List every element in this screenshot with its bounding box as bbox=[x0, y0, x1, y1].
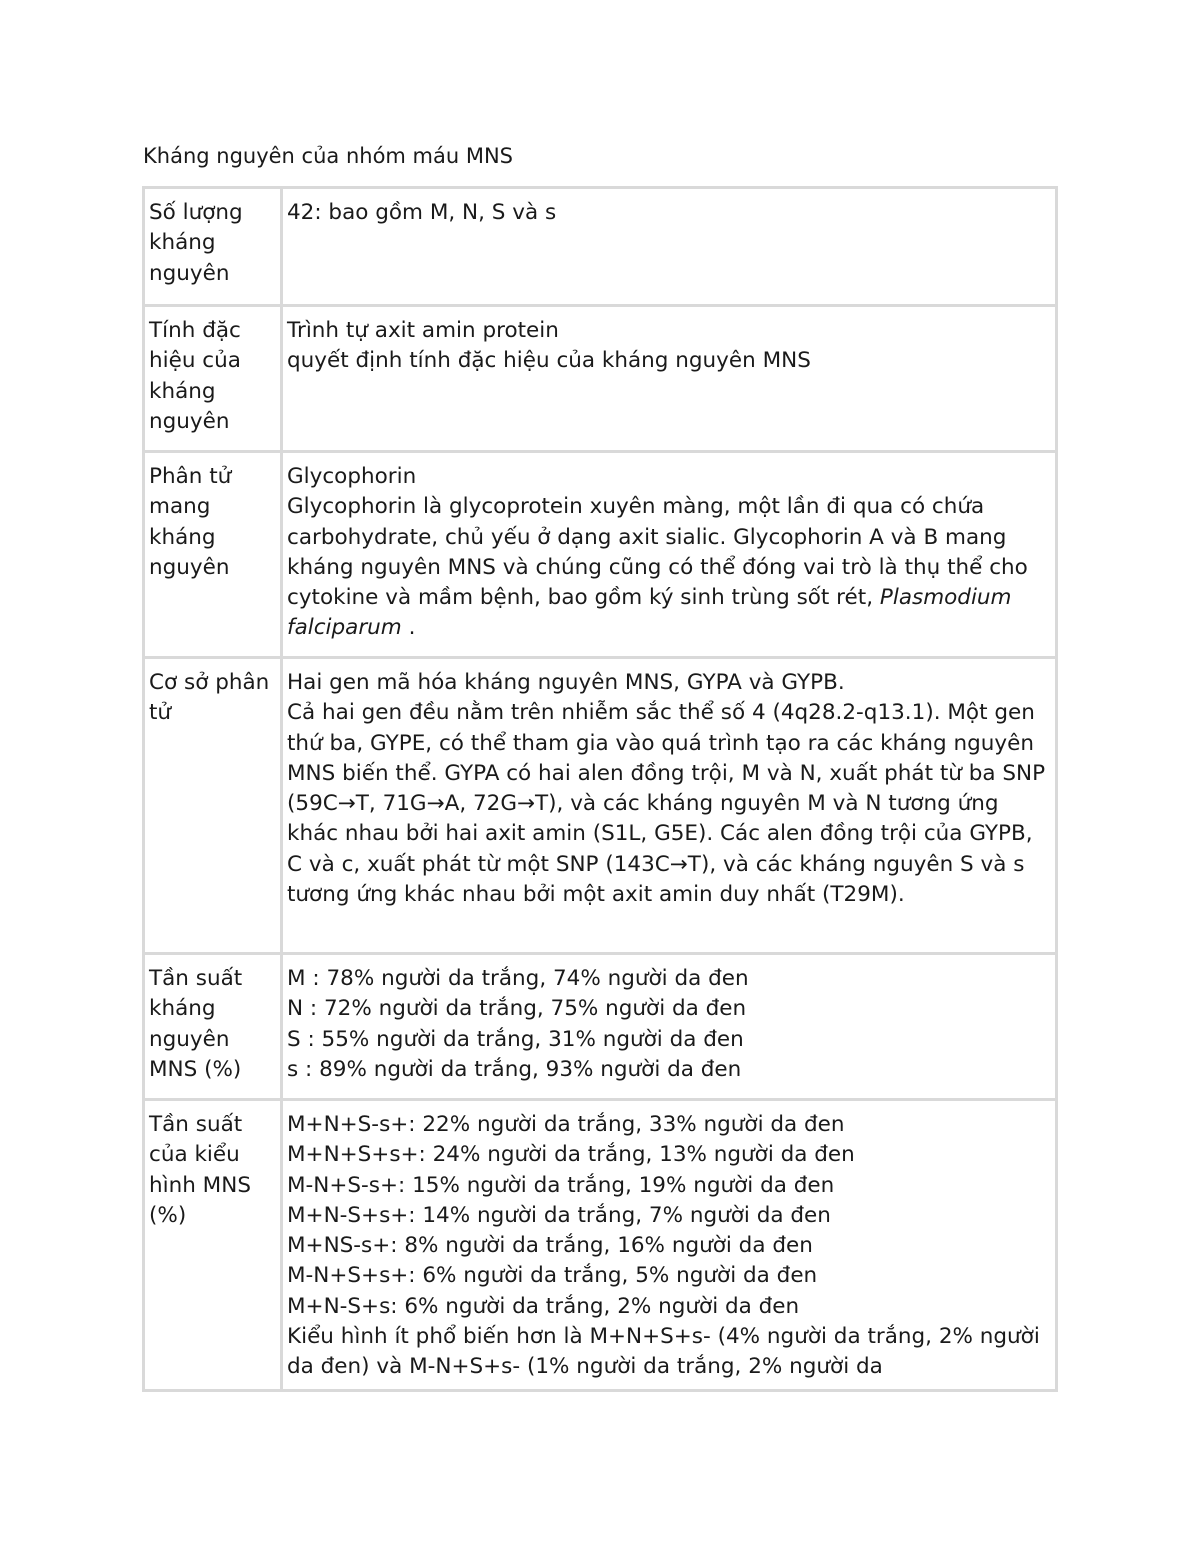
value-line: M+NS-s+: 8% người da trắng, 16% người da đen bbox=[287, 1233, 813, 1259]
row-label: Cơ sở phân tử bbox=[144, 658, 282, 954]
row-value bbox=[282, 658, 1057, 954]
value-line: Trình tự axit amin protein bbox=[287, 318, 559, 343]
row-value bbox=[282, 452, 1057, 658]
species-name: Plasmodium falciparum bbox=[287, 585, 1019, 641]
value-line: Hai gen mã hóa kháng nguyên MNS, GYPA và GYPB. bbox=[287, 670, 845, 695]
paragraph-text: Glycophorin là glycoprotein xuyên màng, một lần đi qua có chứa carbohydrate, chủ yếu ở dạng axit sialic. Glycophorin A và B mang kháng nguyên MNS và chúng cũng có thể đóng vai trò là thụ thể cho cytokine và mầm bệnh, bao gồm ký sinh trùng sốt rét, bbox=[287, 494, 1035, 611]
antigen-info-table bbox=[142, 186, 1058, 1392]
value-line: Kiểu hình ít phổ biến hơn là M+N+S+s- (4% người da trắng, 2% người da đen) và M-N+S+s- (1% người da trắng, 2% người da bbox=[287, 1324, 1047, 1380]
value-line: M-N+S-s+: 15% người da trắng, 19% người da đen bbox=[287, 1172, 835, 1198]
value-line: M : 78% người da trắng, 74% người da đen bbox=[287, 966, 749, 991]
value-line: quyết định tính đặc hiệu của kháng nguyên MNS bbox=[287, 348, 811, 374]
table-row bbox=[144, 188, 1057, 306]
row-value bbox=[282, 954, 1057, 1100]
value-line: N : 72% người da trắng, 75% người da đen bbox=[287, 996, 747, 1022]
value-line: 42: bao gồm M, N, S và s bbox=[287, 200, 557, 225]
value-line: M+N+S+s+: 24% người da trắng, 13% người da đen bbox=[287, 1142, 855, 1168]
table-row bbox=[144, 658, 1057, 954]
table-row bbox=[144, 954, 1057, 1100]
row-label: Tính đặc hiệu của kháng nguyên bbox=[144, 306, 282, 452]
value-line: s : 89% người da trắng, 93% người da đen bbox=[287, 1056, 742, 1082]
value-line: M+N-S+s+: 14% người da trắng, 7% người da đen bbox=[287, 1202, 831, 1228]
row-label: Phân tử mang kháng nguyên bbox=[144, 452, 282, 658]
row-value bbox=[282, 1100, 1057, 1391]
page-title: Kháng nguyên của nhóm máu MNS bbox=[143, 144, 514, 168]
row-label: Số lượng kháng nguyên bbox=[144, 188, 282, 306]
value-paragraph bbox=[287, 492, 1051, 643]
row-value bbox=[282, 188, 1057, 306]
value-line: M+N+S-s+: 22% người da trắng, 33% người da đen bbox=[287, 1112, 845, 1137]
row-value bbox=[282, 306, 1057, 452]
value-line: S : 55% người da trắng, 31% người da đen bbox=[287, 1026, 744, 1052]
value-paragraph: Cả hai gen đều nằm trên nhiễm sắc thể số 4 (4q28.2-q13.1). Một gen thứ ba, GYPE, có thể tham gia vào quá trình tạo ra các kháng nguyên MNS biến thể. GYPA có hai alen đồng trội, M và N, xuất phát từ ba SNP (59C→T, 71G→A, 72G→T), và các kháng nguyên M và N tương ứng khác nhau bởi hai axit amin (S1L, G5E). Các alen đồng trội của GYPB, C và c, xuất phát từ một SNP (143C→T), và các kháng nguyên S và s tương ứng khác nhau bởi một axit amin duy nhất (T29M). bbox=[287, 700, 1052, 908]
value-line: M+N-S+s: 6% người da trắng, 2% người da đen bbox=[287, 1293, 800, 1319]
paragraph-end: . bbox=[401, 615, 416, 641]
table-row bbox=[144, 306, 1057, 452]
table-row bbox=[144, 452, 1057, 658]
row-label: Tần suất của kiểu hình MNS (%) bbox=[144, 1100, 282, 1391]
value-line: M-N+S+s+: 6% người da trắng, 5% người da đen bbox=[287, 1263, 818, 1289]
value-line: Glycophorin bbox=[287, 464, 417, 489]
table-row bbox=[144, 1100, 1057, 1391]
row-label: Tần suất kháng nguyên MNS (%) bbox=[144, 954, 282, 1100]
